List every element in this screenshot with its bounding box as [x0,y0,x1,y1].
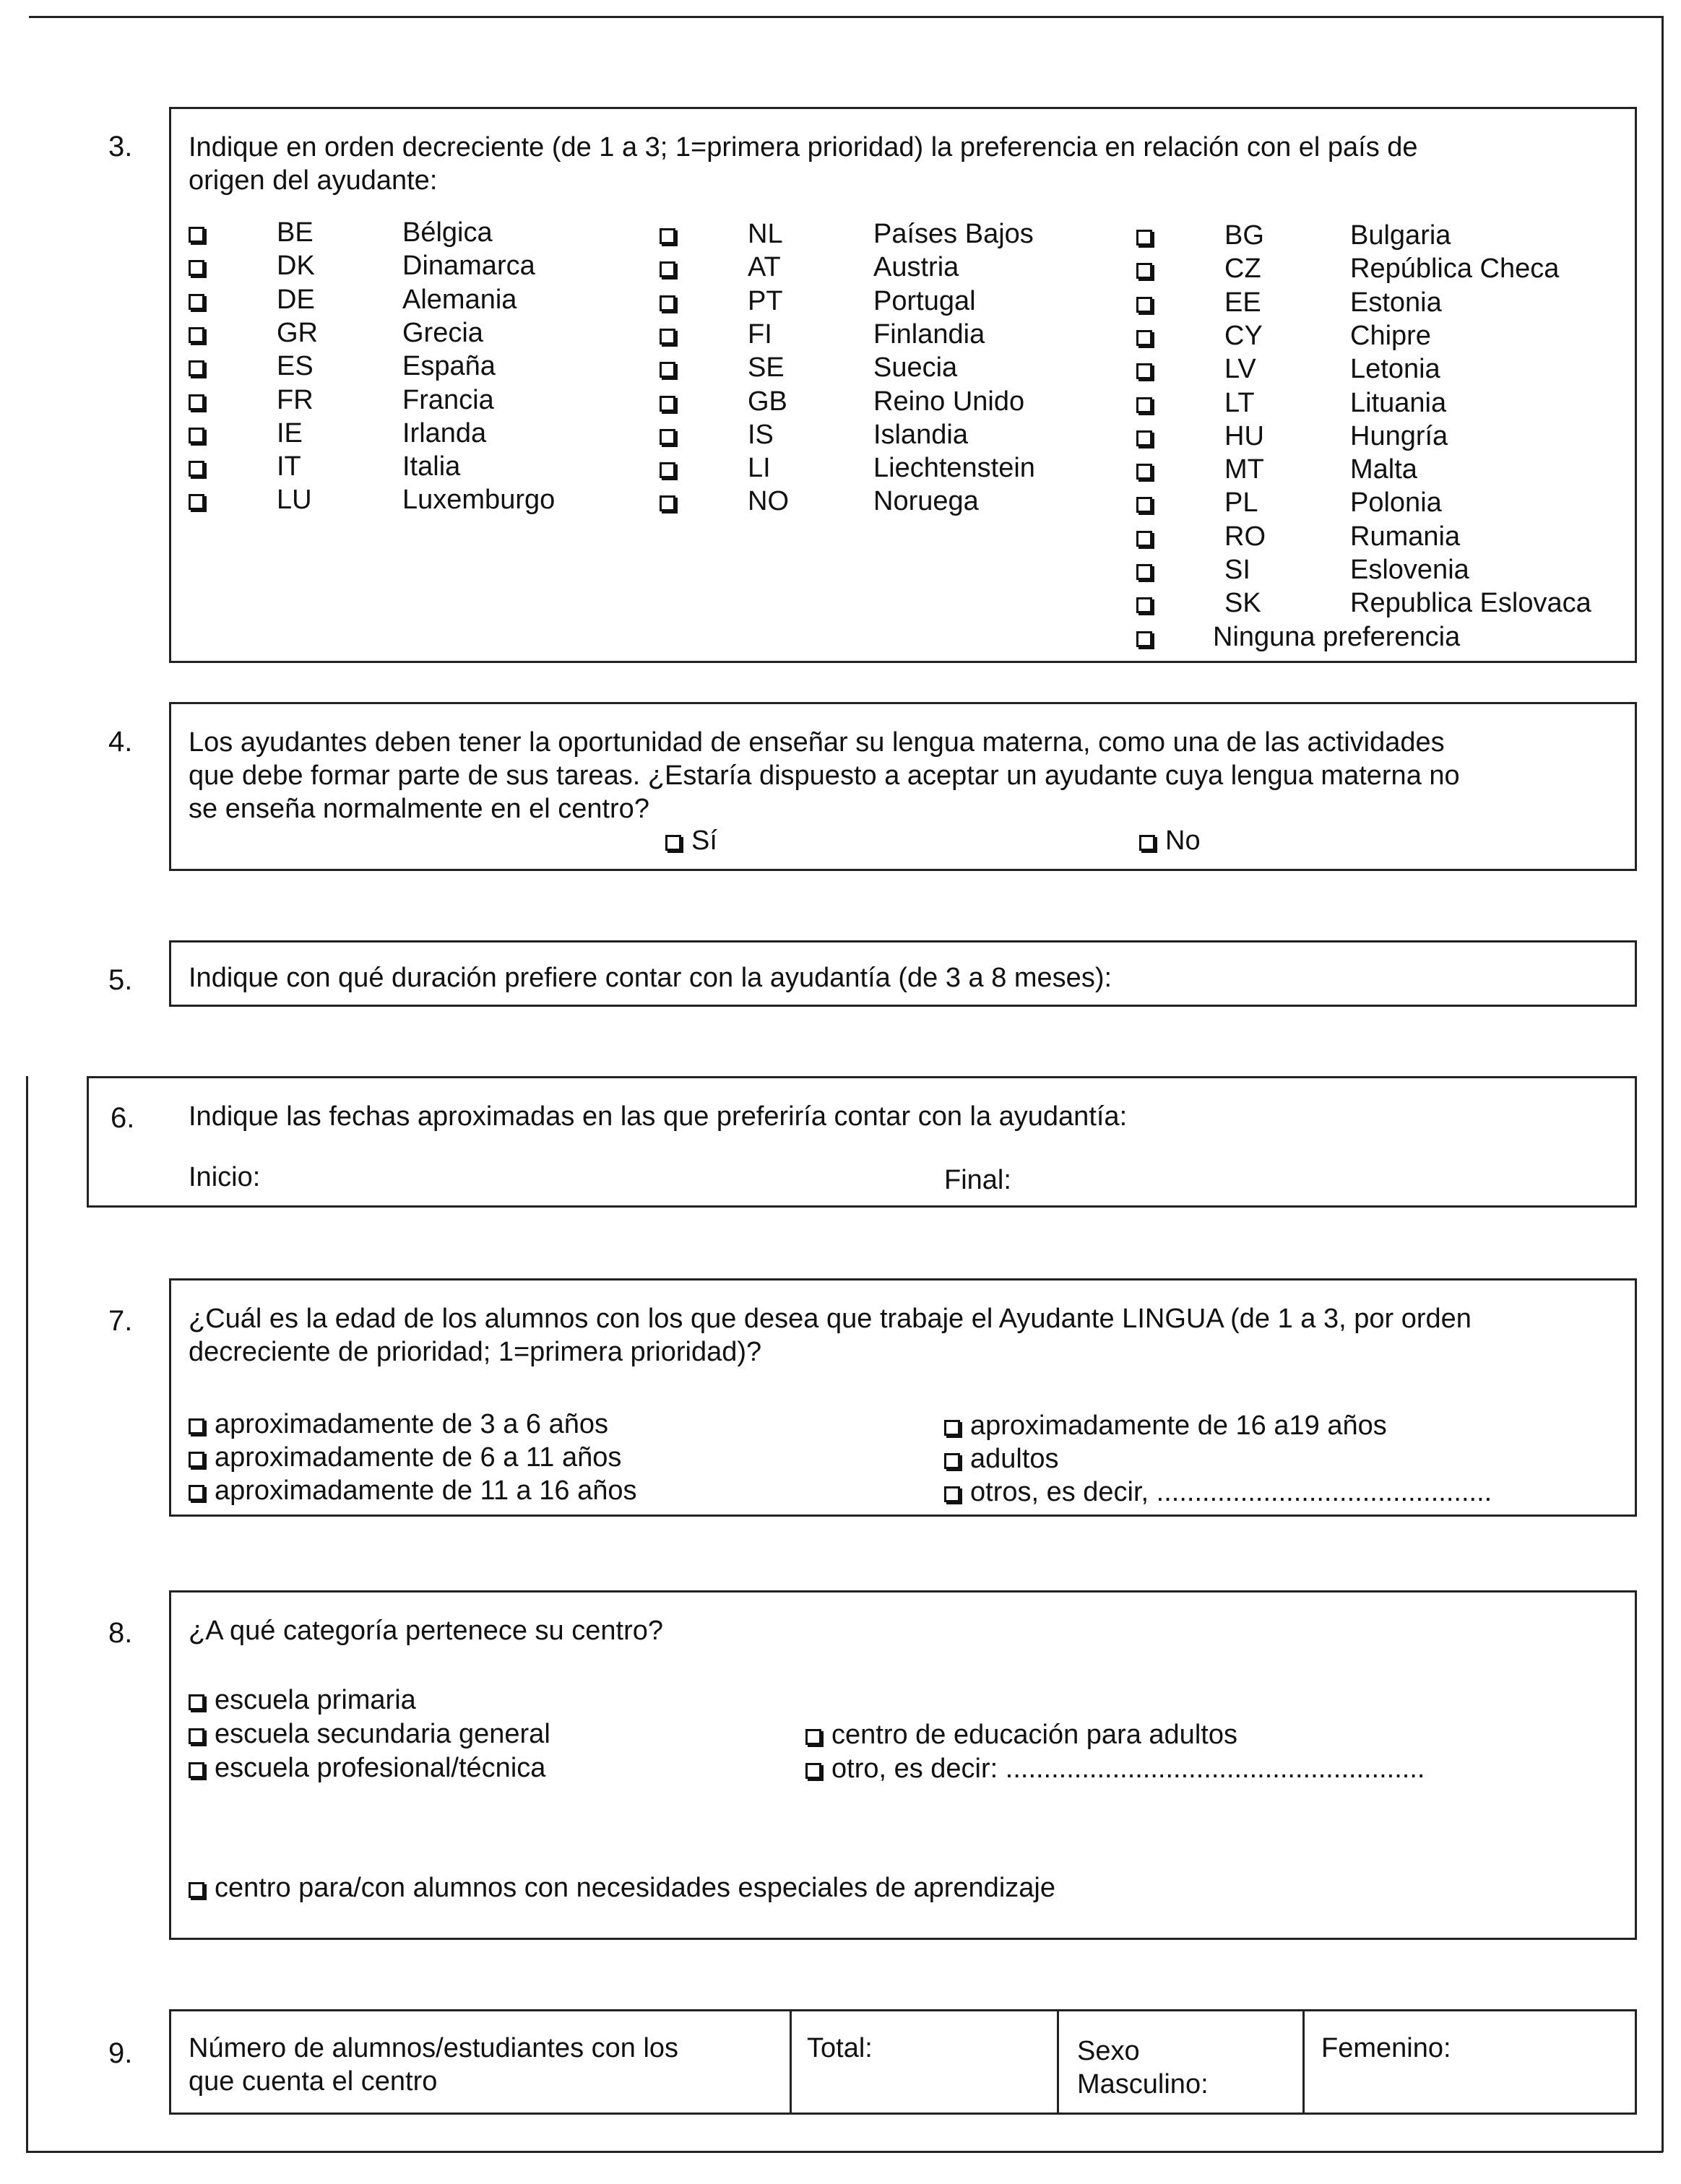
country-checkbox[interactable] [1136,497,1152,513]
option-label: otros, es decir, ............................................ [970,1477,1492,1507]
q4-box [169,702,1637,871]
country-checkbox[interactable] [660,295,675,311]
country-option[interactable] [189,249,535,282]
country-checkbox[interactable] [660,495,675,511]
country-code: GR [277,317,318,348]
country-code: EE [1224,287,1261,318]
country-name: Irlanda [402,417,487,448]
q8-special-option[interactable] [189,1871,1055,1904]
country-checkbox[interactable] [1136,597,1152,613]
q6-end-label: Final: [944,1165,1011,1195]
country-code: PL [1224,488,1258,519]
q8-box [169,1590,1637,1940]
country-checkbox[interactable] [1136,330,1152,346]
q3-number: 3. [108,131,133,162]
q9-female-label: Femenino: [1321,2033,1451,2063]
option-item[interactable] [805,1718,1237,1751]
q8-special-checkbox[interactable] [189,1882,204,1898]
q9-divider-1 [790,2011,792,2112]
country-option[interactable] [660,451,1035,485]
q9-label-line1: Número de alumnos/estudiantes con los [189,2033,679,2063]
country-option[interactable] [1136,352,1440,386]
country-name: Francia [402,384,494,415]
option-item[interactable] [944,1442,1059,1476]
q7-number: 7. [108,1305,133,1337]
country-name: Hungría [1350,420,1448,451]
country-checkbox[interactable] [1136,297,1152,313]
country-checkbox[interactable] [1136,564,1152,580]
q4-line1: Los ayudantes deben tener la oportunidad de enseñar su lengua materna, como una de las actividades [189,727,1445,758]
country-name: Reino Unido [873,386,1025,417]
country-checkbox[interactable] [1136,531,1152,547]
q8-number: 8. [108,1617,133,1649]
country-option[interactable] [660,385,1025,418]
option-label: centro de educación para adultos [831,1720,1237,1750]
country-code: SK [1224,588,1261,619]
country-code: ES [277,351,314,382]
option-checkbox[interactable] [189,1694,204,1710]
country-checkbox[interactable] [660,396,675,412]
q4-no-label: No [1165,826,1201,856]
q4-yes-option[interactable] [665,824,717,857]
country-name: Bulgaria [1350,220,1451,251]
country-name: Alemania [402,284,517,315]
country-code: IT [277,451,301,482]
country-option[interactable] [189,417,487,450]
country-code: SE [748,352,785,384]
q4-line3: se enseña normalmente en el centro? [189,794,649,824]
country-option[interactable] [189,450,461,483]
option-checkbox[interactable] [189,1762,204,1778]
option-label: escuela secundaria general [215,1719,550,1749]
country-option[interactable] [1136,520,1461,553]
country-name: Suecia [873,352,958,384]
country-option[interactable] [660,217,1034,251]
q9-male-label: Masculino: [1077,2069,1209,2100]
option-checkbox[interactable] [189,1452,204,1468]
country-checkbox[interactable] [1136,430,1152,446]
country-option[interactable] [660,285,976,318]
q9-total-cell[interactable] [807,2011,1053,2112]
country-code: MT [1224,454,1264,485]
q9-male-cell[interactable] [1077,2011,1294,2112]
option-checkbox[interactable] [805,1729,821,1745]
option-item[interactable] [944,1476,1492,1509]
country-option[interactable] [189,384,494,417]
country-name: Liechtenstein [873,453,1035,484]
country-checkbox[interactable] [1136,230,1152,246]
country-option[interactable] [1136,420,1448,453]
country-name: Finlandia [873,318,985,350]
country-option[interactable] [1136,219,1451,252]
q6-box [87,1076,1637,1208]
option-label: aproximadamente de 6 a 11 años [215,1442,622,1473]
page-border-right [1661,16,1664,2152]
country-checkbox[interactable] [189,294,204,310]
option-checkbox[interactable] [189,1418,204,1434]
option-item[interactable] [189,1684,416,1717]
page-border-bottom [26,2151,1663,2153]
country-code: IS [748,419,774,450]
country-option[interactable] [660,418,968,451]
q9-divider-3 [1302,2011,1305,2112]
country-name: Chipre [1350,320,1431,351]
country-option[interactable] [1136,453,1417,486]
country-checkbox[interactable] [660,362,675,378]
q4-number: 4. [108,726,133,758]
q6-start-label: Inicio: [189,1162,261,1192]
option-label: aproximadamente de 11 a 16 años [215,1476,637,1506]
country-name: República Checa [1350,254,1560,285]
q6-number: 6. [111,1102,135,1134]
q9-label-cell [189,2011,788,2112]
country-name: Países Bajos [873,219,1034,249]
country-name: Estonia [1350,287,1442,318]
q4-no-option[interactable] [1139,824,1201,857]
country-code: LT [1224,387,1255,418]
country-code: LI [748,453,771,484]
option-label: aproximadamente de 3 a 6 años [215,1409,609,1439]
country-checkbox[interactable] [660,429,675,445]
q5-number: 5. [108,964,133,996]
country-name: Islandia [873,419,968,450]
country-option[interactable] [660,485,979,518]
country-name: Noruega [873,486,979,517]
country-option[interactable] [189,216,493,249]
option-checkbox[interactable] [944,1453,960,1469]
country-code: SI [1224,555,1250,585]
country-checkbox[interactable] [660,228,675,244]
q6-text: Indique las fechas aproximadas en las que preferiría contar con la ayudantía: [189,1101,1128,1132]
option-item[interactable] [189,1441,621,1474]
country-checkbox[interactable] [189,260,204,276]
country-checkbox[interactable] [189,227,204,243]
option-item[interactable] [189,1751,545,1785]
option-label: escuela primaria [215,1685,416,1715]
country-option[interactable] [1136,586,1591,620]
country-code: DK [277,251,315,282]
country-name: Austria [873,252,959,283]
country-code: GB [748,386,787,417]
q9-sex-label: Sexo [1077,2036,1140,2066]
country-option[interactable] [660,318,985,351]
q9-table [169,2009,1637,2115]
country-name: Rumania [1350,521,1461,552]
q4-line2: que debe formar parte de sus tareas. ¿Estaría dispuesto a aceptar un ayudante cuya lengua materna no [189,760,1460,791]
country-option[interactable] [660,351,958,384]
option-label: escuela profesional/técnica [215,1753,546,1783]
q9-label-line2: que cuenta el centro [189,2066,438,2097]
q4-yes-checkbox[interactable] [665,835,681,851]
country-option[interactable] [1136,486,1442,519]
q8-special-label: centro para/con alumnos con necesidades especiales de aprendizaje [215,1873,1055,1903]
country-name: Letonia [1350,354,1440,385]
country-name: Italia [402,451,461,482]
country-checkbox[interactable] [660,261,675,277]
country-code: CY [1224,320,1263,351]
country-checkbox[interactable] [189,327,204,343]
country-code: NL [748,219,783,249]
option-item[interactable] [944,1409,1387,1442]
option-checkbox[interactable] [944,1420,960,1436]
country-option[interactable] [189,483,556,516]
option-label: adultos [970,1444,1059,1474]
option-item[interactable] [189,1717,550,1751]
country-checkbox[interactable] [189,461,204,477]
q3-box [169,107,1637,663]
option-item[interactable] [189,1408,608,1441]
q9-total-label: Total: [807,2033,873,2063]
q7-line2: decreciente de prioridad; 1=primera prioridad)? [189,1337,762,1367]
q9-female-cell[interactable] [1321,2011,1625,2112]
option-checkbox[interactable] [189,1485,204,1501]
q7-line1: ¿Cuál es la edad de los alumnos con los que desea que trabaje el Ayudante LINGUA (de 1 a 3, por orden [189,1304,1472,1334]
country-name: Eslovenia [1350,555,1469,585]
country-code: LV [1224,354,1256,385]
country-name: Portugal [873,285,976,316]
country-name: Grecia [402,317,483,348]
country-name: Bélgica [402,217,493,248]
country-code: NO [748,486,789,517]
no-preference-checkbox[interactable] [1136,631,1152,647]
option-item[interactable] [189,1474,636,1507]
no-preference-label: Ninguna preferencia [1213,621,1461,652]
country-code: LU [277,485,312,516]
country-option[interactable] [1136,319,1431,352]
country-checkbox[interactable] [1136,263,1152,279]
country-code: IE [277,417,303,448]
country-checkbox[interactable] [189,428,204,443]
q7-box [169,1278,1637,1517]
country-checkbox[interactable] [1136,397,1152,413]
q3-prompt-line2: origen del ayudante: [189,165,438,196]
country-code: FR [277,384,314,415]
country-checkbox[interactable] [189,394,204,410]
country-code: HU [1224,420,1264,451]
country-option[interactable] [1136,386,1447,420]
country-option[interactable] [189,316,483,350]
country-code: FI [748,318,772,350]
country-code: BG [1224,220,1264,251]
country-checkbox[interactable] [1136,464,1152,480]
country-checkbox[interactable] [660,329,675,344]
q9-divider-2 [1057,2011,1059,2112]
option-checkbox[interactable] [189,1728,204,1744]
country-checkbox[interactable] [660,462,675,478]
q8-question: ¿A qué categoría pertenece su centro? [189,1616,663,1646]
country-code: CZ [1224,254,1261,285]
option-checkbox[interactable] [805,1763,821,1779]
option-checkbox[interactable] [944,1486,960,1502]
q4-yes-label: Sí [691,826,717,856]
option-label: aproximadamente de 16 a19 años [970,1410,1387,1441]
country-name: España [402,351,496,382]
country-checkbox[interactable] [189,360,204,376]
q5-box [169,940,1637,1007]
option-label: otro, es decir: ....................................................... [831,1754,1425,1784]
country-checkbox[interactable] [1136,363,1152,379]
country-name: Republica Eslovaca [1350,588,1591,619]
country-checkbox[interactable] [189,494,204,510]
country-name: Dinamarca [402,251,535,282]
country-code: AT [748,252,781,283]
q4-no-checkbox[interactable] [1139,835,1155,851]
q5-text: Indique con qué duración prefiere contar con la ayudantía (de 3 a 8 meses): [189,963,1112,993]
country-option[interactable] [1136,286,1442,319]
country-code: BE [277,217,314,248]
country-name: Lituania [1350,387,1447,418]
country-code: PT [748,285,783,316]
country-name: Malta [1350,454,1417,485]
country-option[interactable] [189,350,496,383]
country-name: Polonia [1350,488,1442,519]
option-item[interactable] [805,1752,1425,1785]
q9-number: 9. [108,2037,133,2069]
country-option[interactable] [660,251,959,284]
country-option[interactable] [1136,252,1560,285]
no-preference-option[interactable] [1136,620,1461,654]
country-option[interactable] [189,283,517,316]
country-code: DE [277,284,315,315]
country-name: Luxemburgo [402,485,556,516]
country-code: RO [1224,521,1266,552]
page-border-left [26,1076,28,2152]
q3-prompt-line1: Indique en orden decreciente (de 1 a 3; 1=primera prioridad) la preferencia en relación con el país de [189,132,1418,162]
country-option[interactable] [1136,553,1469,586]
page-border-top [29,16,1663,18]
